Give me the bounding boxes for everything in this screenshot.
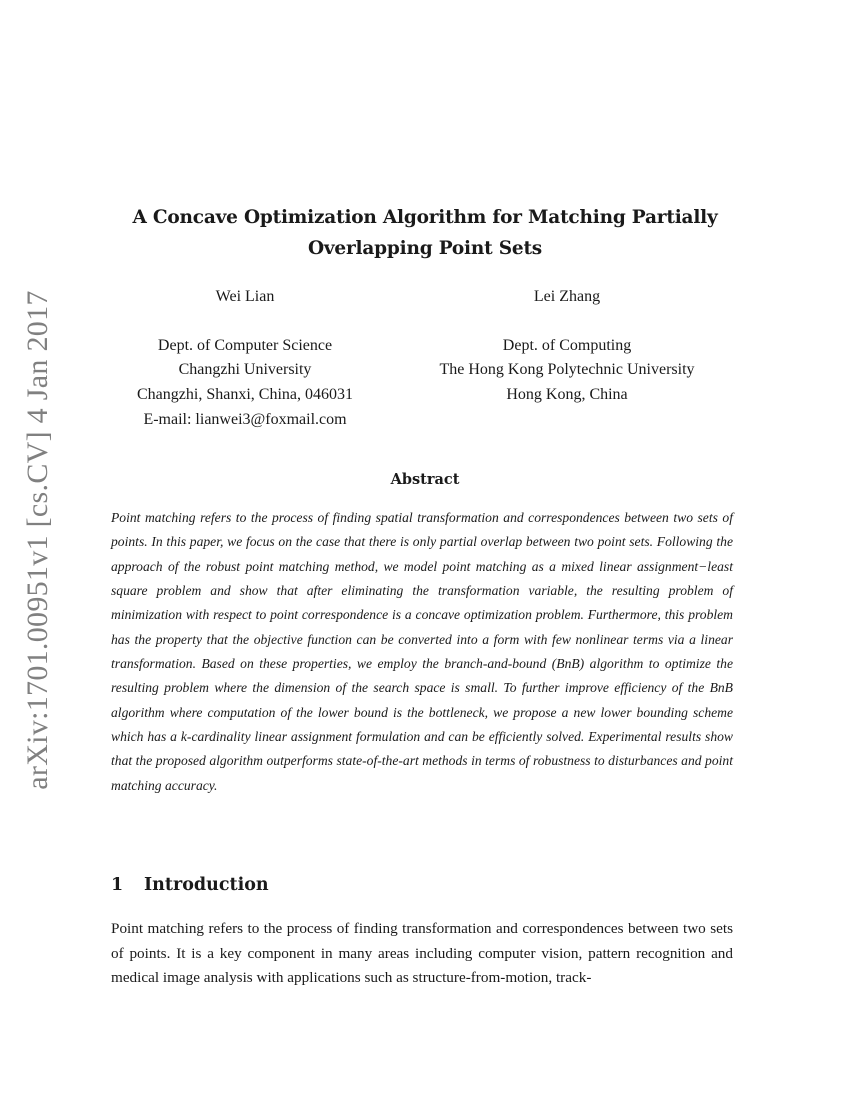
author-institution: Changzhi University — [178, 361, 312, 379]
author-department: Dept. of Computing — [502, 336, 632, 354]
author-block-left — [85, 285, 405, 433]
paper-title — [100, 202, 750, 264]
section-title: Introduction — [144, 875, 269, 895]
author-block-right — [407, 285, 727, 408]
section-heading — [111, 875, 269, 895]
author-address: Hong Kong, China — [506, 386, 628, 404]
author-address: Changzhi, Shanxi, China, 046031 — [137, 386, 353, 404]
abstract-heading: Abstract — [390, 471, 460, 488]
author-name: Wei Lian — [215, 288, 275, 305]
author-email: E-mail: lianwei3@foxmail.com — [143, 410, 347, 428]
paper-title-line-2: Overlapping Point Sets — [307, 238, 543, 259]
author-name: Lei Zhang — [533, 288, 601, 305]
abstract-text: Point matching refers to the process of finding spatial transformation and correspondences between two sets of points. In this paper, we focus on the case that there is only partial overlap between two point sets. Following the approach of the robust point matching method, we model point matching as a mixed linear assignment−least square problem and show that after eliminating the transformation variable, the resulting problem of minimization with respect to point correspondence is a concave optimization problem. Furthermore, this problem has the property that the objective function can be converted into a form with few nonlinear terms via a linear transformation. Based on these properties, we employ the branch-and-bound (BnB) algorithm to optimize the resulting problem where the dimension of the search space is small. To further improve efficiency of the BnB algorithm where computation of the lower bound is the bottleneck, we propose a new lower bounding scheme which has a k-cardinality linear assignment formulation and can be efficiently solved. Experimental results show that the proposed algorithm outperforms state-of-the-art methods in terms of robustness to disturbances and point matching accuracy. — [111, 510, 733, 793]
section-number: 1 — [111, 875, 124, 895]
introduction-text: Point matching refers to the process of finding transformation and correspondences between two sets of points. It is a key component in many areas including computer vision, pattern recognition and medical image analysis with applications such as structure-from-motion, track- — [111, 920, 733, 987]
author-department: Dept. of Computer Science — [157, 336, 333, 354]
author-institution: The Hong Kong Polytechnic University — [439, 361, 695, 379]
paper-title-line-1: A Concave Optimization Algorithm for Matching Partially — [132, 207, 718, 228]
arxiv-identifier: arXiv:1701.00951v1 [cs.CV] 4 Jan 2017 — [21, 290, 54, 790]
